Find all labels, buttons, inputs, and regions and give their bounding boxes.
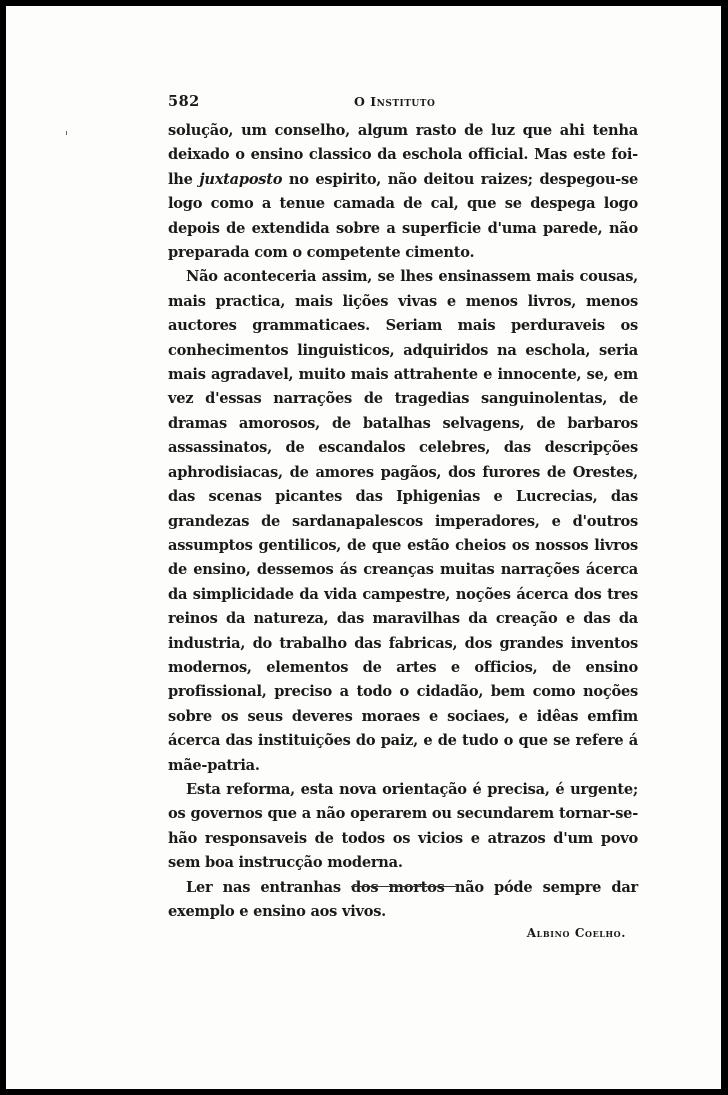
- paragraph-4: Ler nas entranhas dos mortos não póde sempre dar exemplo e ensino aos vivos.: [168, 878, 638, 920]
- document-page: [6, 6, 721, 1089]
- journal-title: O Instituto: [354, 94, 436, 109]
- author-signature: Albino Coelho.: [526, 926, 626, 941]
- closing-rule: [351, 886, 456, 887]
- margin-speck: [66, 131, 67, 135]
- paragraph-1-text-before: solução, um conselho, algum rasto de luz que ahi tenha deixado o ensino classico da eschola official. Mas este foi-lhe: [168, 122, 638, 188]
- page-number: 582: [168, 93, 200, 110]
- paragraph-3: Esta reforma, esta nova orientação é precisa, é urgente; os governos que a não operarem ou secundarem tornar-se-hão responsaveis de todos os vicios e atrazos d'um povo sem boa instrucção moderna.: [168, 780, 638, 872]
- running-head: [168, 93, 638, 119]
- paragraph-2: Não aconteceria assim, se lhes ensinassem mais cousas, mais practica, mais lições vivas e menos livros, menos auctores grammaticaes. Seriam mais perduraveis os conhecimentos linguisticos, adquiridos na eschola, seria mais agradavel, muito mais attrahente e innocente, se, em vez d'essas narrações de tragedias sanguinolentas, de dramas amorosos, de batalhas selvagens, de barbaros assassinatos, de escandalos celebres, das descripções aphrodisiacas, de amores pagãos, dos furores de Orestes, das scenas picantes das Iphigenias e Lucrecias, das grandezas de sardanapalescos imperadores, e d'outros assumptos gentilicos, de que estão cheios os nossos livros de ensino, dessemos ás creanças muitas narrações ácerca da simplicidade da vida campestre, noções ácerca dos tres reinos da natureza, das maravilhas da creação e das da industria, do trabalho das fabricas, dos grandes inventos modernos, elementos de artes e officios, de ensino profissional, preciso a todo o cidadão, bem como noções sobre os seus deveres moraes e sociaes, e idêas emfim ácerca das instituições do paiz, e de tudo o que se refere á mãe-patria.: [168, 268, 638, 774]
- paragraph-1: [168, 119, 638, 265]
- emphasis-word: juxtaposto: [199, 170, 283, 188]
- text-block: [168, 93, 638, 940]
- paragraph-1-text-after: no espirito, não deitou raizes; despegou-se logo como a tenue camada de cal, que se despega logo depois de extendida sobre a superficie d'uma parede, não preparada com o competente cimento.: [168, 170, 638, 262]
